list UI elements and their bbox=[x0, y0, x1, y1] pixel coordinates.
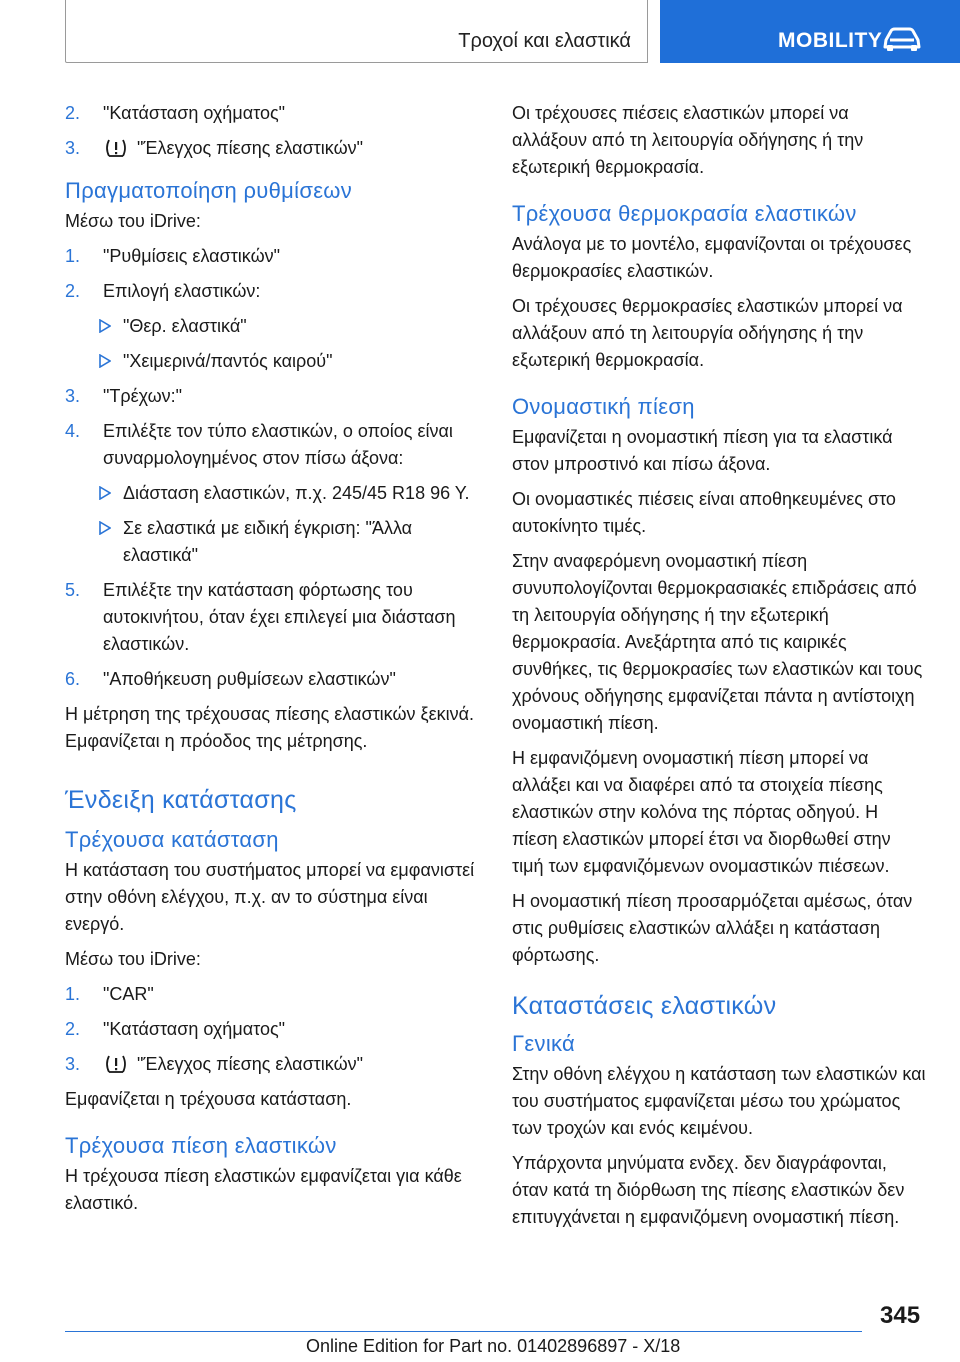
triangle-bullet-icon bbox=[99, 354, 111, 368]
sub-list-text: "Θερ. ελαστικά" bbox=[123, 316, 247, 336]
list-item bbox=[65, 278, 485, 305]
state-paragraph: Η κατάσταση του συστήματος μπορεί να εμφανιστεί στην οθόνη ελέγχου, π.χ. αν το σύστημα είναι ενεργό. bbox=[65, 860, 475, 934]
nominal-paragraph: Στην αναφερόμενη ονομαστική πίεση συνυπολογίζονται θερμοκρασιακές επιδράσεις από τη λειτουργία οδήγησης ή την εξωτερική θερμοκρασία. Ανεξάρτητα από τις καιρικές συνθήκες, τις θερμοκρασίες των ελαστικών και τους χρόνους οδήγησης εμφανίζεται πάντα η αντίστοιχη ονομαστική πίεση. bbox=[512, 551, 923, 733]
sub-list-item bbox=[65, 313, 485, 340]
list-number: 3. bbox=[65, 1054, 81, 1074]
list-number: 2. bbox=[65, 281, 81, 301]
sub-list-text: Σε ελαστικά με ειδική έγκριση: "Άλλα ελαστικά" bbox=[123, 518, 413, 565]
tire-warning-icon bbox=[103, 1054, 129, 1074]
state-shown-paragraph: Εμφανίζεται η τρέχουσα κατάσταση. bbox=[65, 1089, 352, 1109]
sub-list-item bbox=[65, 348, 485, 375]
pressure-change-paragraph: Οι τρέχουσες πιέσεις ελαστικών μπορεί να αλλάξουν από τη λειτουργία οδήγησης ή την εξωτερική θερμοκρασία. bbox=[512, 103, 864, 177]
heading-general: Γενικά bbox=[512, 1031, 576, 1056]
triangle-bullet-icon bbox=[99, 319, 111, 333]
heading-tire-states: Καταστάσεις ελαστικών bbox=[512, 992, 777, 1020]
header-section-tab bbox=[660, 0, 960, 63]
list-item bbox=[65, 100, 485, 127]
list-number: 5. bbox=[65, 580, 81, 600]
heading-nominal-pressure: Ονομαστική πίεση bbox=[512, 394, 695, 419]
list-number: 4. bbox=[65, 421, 81, 441]
edition-footer: Online Edition for Part no. 01402896897 - X/18 bbox=[306, 1336, 681, 1356]
page-header bbox=[0, 0, 960, 64]
list-item bbox=[65, 1016, 485, 1043]
page-number: 345 bbox=[880, 1302, 921, 1329]
heading-current-state: Τρέχουσα κατάσταση bbox=[65, 827, 279, 852]
list-text: Επιλέξτε την κατάσταση φόρτωσης του αυτοκινήτου, όταν έχει επιλεγεί μια διάσταση ελαστικών. bbox=[103, 580, 456, 654]
header-chapter-box bbox=[65, 0, 648, 63]
list-number: 3. bbox=[65, 386, 81, 406]
left-column bbox=[65, 100, 485, 1225]
list-text: "Τρέχων:" bbox=[103, 386, 183, 406]
triangle-bullet-icon bbox=[99, 521, 111, 535]
list-number: 3. bbox=[65, 138, 81, 158]
list-item bbox=[65, 418, 485, 472]
heading-status: Ένδειξη κατάστασης bbox=[65, 786, 297, 814]
list-text: Επιλογή ελαστικών: bbox=[103, 281, 261, 301]
list-text: "CAR" bbox=[103, 984, 154, 1004]
section-label: MOBILITY bbox=[778, 29, 883, 52]
footer-divider bbox=[65, 1331, 862, 1332]
settings-list bbox=[65, 243, 485, 693]
list-item bbox=[65, 981, 485, 1008]
via-idrive-text: Μέσω του iDrive: bbox=[65, 211, 201, 231]
sub-list-text: "Χειμερινά/παντός καιρού" bbox=[123, 351, 333, 371]
nominal-paragraph: Η εμφανιζόμενη ονομαστική πίεση μπορεί να αλλάξει και να διαφέρει από τα στοιχεία πίεσης ελαστικών στην κολόνα της πόρτας οδηγού. Η πίεση ελαστικών μπορεί έτσι να διορθωθεί στην τιμή των εμφανιζόμενων ονομαστικών πιέσεων. bbox=[512, 748, 891, 876]
general-paragraph: Υπάρχοντα μηνύματα ενδεχ. δεν διαγράφονται, όταν κατά τη διόρθωση της πίεσης ελαστικών δεν επιτυγχάνεται η εμφανιζόμενη ονομαστική πίεση. bbox=[512, 1153, 905, 1227]
list-number: 1. bbox=[65, 984, 81, 1004]
list-item bbox=[65, 383, 485, 410]
list-text: "Ρυθμίσεις ελαστικών" bbox=[103, 246, 281, 266]
car-icon bbox=[882, 27, 922, 53]
temperature-paragraph: Οι τρέχουσες θερμοκρασίες ελαστικών μπορεί να αλλάξουν από τη λειτουργία οδήγησης ή την εξωτερική θερμοκρασία. bbox=[512, 296, 903, 370]
list-text: "Έλεγχος πίεσης ελαστικών" bbox=[137, 1054, 364, 1074]
list-item bbox=[65, 135, 485, 162]
nominal-paragraph: Εμφανίζεται η ονομαστική πίεση για τα ελαστικά στον μπροστινό και πίσω άξονα. bbox=[512, 427, 893, 474]
nominal-paragraph: Η ονομαστική πίεση προσαρμόζεται αμέσως, όταν στις ρυθμίσεις ελαστικών αλλάξει η κατάσταση φόρτωσης. bbox=[512, 891, 913, 965]
triangle-bullet-icon bbox=[99, 486, 111, 500]
right-column bbox=[512, 100, 927, 1239]
heading-tire-temperature: Τρέχουσα θερμοκρασία ελαστικών bbox=[512, 201, 857, 226]
top-list bbox=[65, 100, 485, 162]
list-number: 1. bbox=[65, 246, 81, 266]
tire-warning-icon bbox=[103, 138, 129, 158]
heading-settings: Πραγματοποίηση ρυθμίσεων bbox=[65, 178, 353, 203]
list-text: "Κατάσταση οχήματος" bbox=[103, 103, 286, 123]
sub-list-item bbox=[65, 515, 485, 569]
list-number: 6. bbox=[65, 669, 81, 689]
list-number: 2. bbox=[65, 1019, 81, 1039]
via-idrive-text: Μέσω του iDrive: bbox=[65, 949, 201, 969]
nominal-paragraph: Οι ονομαστικές πιέσεις είναι αποθηκευμένες στο αυτοκίνητο τιμές. bbox=[512, 489, 896, 536]
list-text: "Αποθήκευση ρυθμίσεων ελαστικών" bbox=[103, 669, 396, 689]
list-number: 2. bbox=[65, 103, 81, 123]
list-item bbox=[65, 243, 485, 270]
pressure-paragraph: Η τρέχουσα πίεση ελαστικών εμφανίζεται για κάθε ελαστικό. bbox=[65, 1166, 462, 1213]
list-text: Επιλέξτε τον τύπο ελαστικών, ο οποίος είναι συναρμολογημένος στον πίσω άξονα: bbox=[103, 421, 453, 468]
sub-list-item bbox=[65, 480, 485, 507]
state-list bbox=[65, 981, 485, 1078]
measure-paragraph: Η μέτρηση της τρέχουσας πίεσης ελαστικών ξεκινά. Εμφανίζεται η πρόοδος της μέτρησης. bbox=[65, 704, 474, 751]
list-text: "Έλεγχος πίεσης ελαστικών" bbox=[137, 138, 364, 158]
heading-current-pressure: Τρέχουσα πίεση ελαστικών bbox=[65, 1133, 337, 1158]
temperature-paragraph: Ανάλογα με το μοντέλο, εμφανίζονται οι τρέχουσες θερμοκρασίες ελαστικών. bbox=[512, 234, 912, 281]
list-item bbox=[65, 666, 485, 693]
sub-list-text: Διάσταση ελαστικών, π.χ. 245/45 R18 96 Y. bbox=[123, 483, 470, 503]
chapter-title: Τροχοί και ελαστικά bbox=[458, 30, 631, 52]
general-paragraph: Στην οθόνη ελέγχου η κατάσταση των ελαστικών και του συστήματος εμφανίζεται μέσω του χρώματος των τροχών και ενός κειμένου. bbox=[512, 1064, 926, 1138]
list-item bbox=[65, 577, 485, 658]
list-item bbox=[65, 1051, 485, 1078]
list-text: "Κατάσταση οχήματος" bbox=[103, 1019, 286, 1039]
